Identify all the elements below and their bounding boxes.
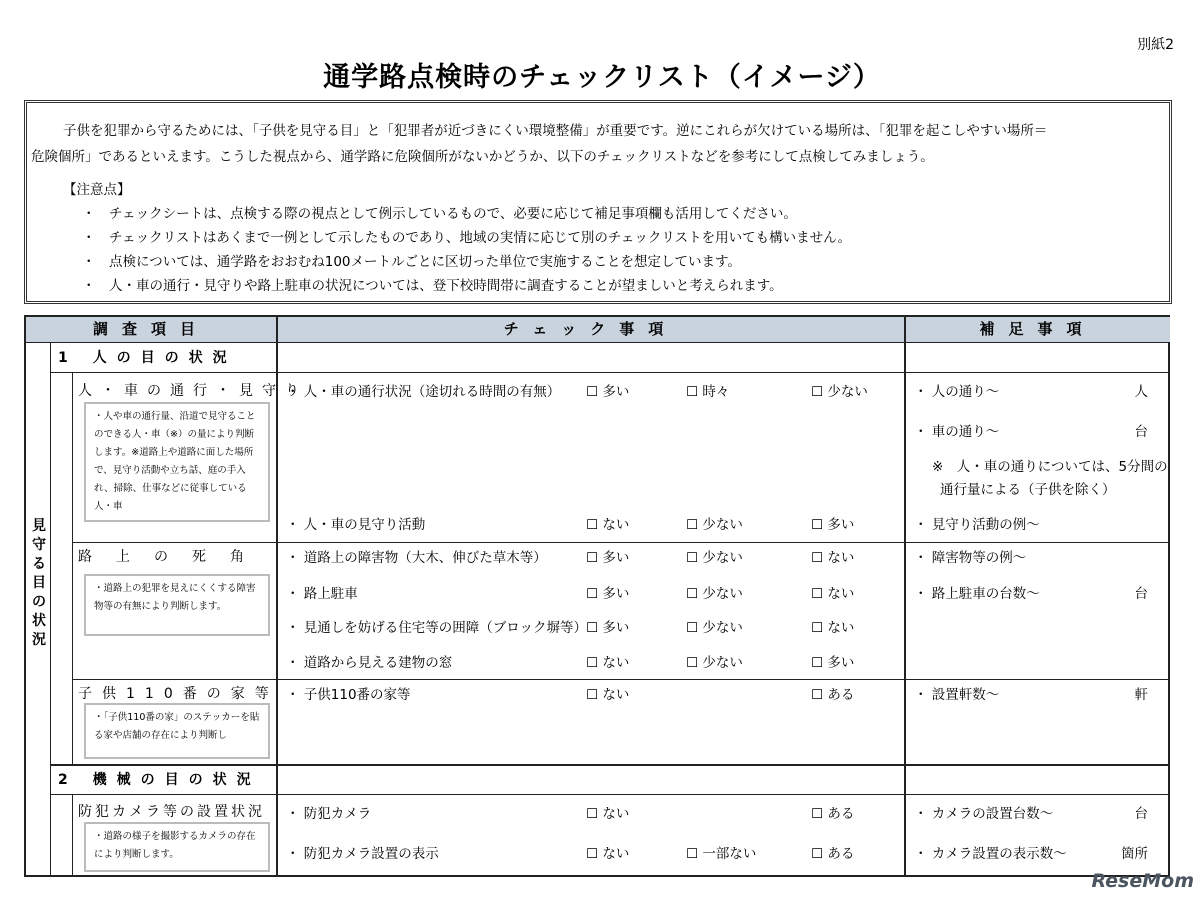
check-option[interactable]: ☐ 多い	[586, 620, 630, 636]
check-option[interactable]: ☐ 多い	[586, 384, 630, 400]
check-option[interactable]: ☐ 時々	[686, 384, 730, 400]
notice-point: ・ 人・車の通行・見守りや路上駐車の状況については、登下校時間帯に調査することが望ましいと考えられます。	[82, 278, 783, 294]
header-check-items: チェック事項	[277, 317, 904, 343]
section-heading: 1 人の目の状況	[58, 350, 237, 366]
check-option[interactable]: ☐ 多い	[811, 517, 855, 533]
notice-point: ・ 点検については、通学路をおおむね100メートルごとに区切った単位で実施することを想定しています。	[82, 254, 741, 270]
resemom-logo: ReseMom	[1091, 870, 1194, 892]
check-item-label: ・ 道路上の障害物（大木、伸びた草木等）	[286, 550, 547, 566]
check-item-label: ・ 道路から見える建物の窓	[286, 655, 453, 671]
notice-heading: 【注意点】	[63, 182, 131, 198]
check-option[interactable]: ☐ ない	[586, 517, 630, 533]
check-option[interactable]: ☐ ない	[586, 687, 630, 703]
check-option[interactable]: ☐ 多い	[811, 655, 855, 671]
intro-line: 子供を犯罪から守るためには、「子供を見守る目」と「犯罪者が近づきにくい環境整備」が重要です。逆にこれらが欠けている場所は、「犯罪を起こしやすい場所＝	[63, 123, 1048, 139]
header-survey-items: 調査項目	[26, 317, 276, 343]
check-option[interactable]: ☐ ない	[586, 806, 630, 822]
check-option[interactable]: ☐ 少ない	[686, 586, 743, 602]
checklist-table	[24, 315, 1170, 877]
check-item-label: ・ 人・車の通行状況（途切れる時間の有無）	[286, 384, 561, 400]
check-option[interactable]: ☐ 少ない	[686, 550, 743, 566]
item-note: ・道路上の犯罪を見えにくくする障害物等の有無により判断します。	[84, 574, 270, 636]
supplementary-unit: 人	[1134, 384, 1148, 400]
item-label: 路上の死角	[78, 549, 268, 565]
check-option[interactable]: ☐ 多い	[586, 586, 630, 602]
supplementary-item: ・ 車の通り～	[914, 424, 1000, 440]
supplementary-unit: 軒	[1134, 687, 1148, 703]
check-item-label: ・ 路上駐車	[286, 586, 358, 602]
check-option[interactable]: ☐ 一部ない	[686, 846, 757, 862]
supplementary-item: ・ カメラの設置台数～	[914, 806, 1054, 822]
notice-point: ・ チェックシートは、点検する際の視点として例示しているもので、必要に応じて補足事項欄も活用してください。	[82, 206, 797, 222]
check-item-label: ・ 防犯カメラ	[286, 806, 372, 822]
supplementary-unit: 台	[1134, 806, 1148, 822]
supplementary-item: ・ 路上駐車の台数～	[914, 586, 1040, 602]
item-label: 人・車の通行・見守り	[78, 383, 308, 399]
check-item-label: ・ 子供110番の家等	[286, 687, 411, 703]
notice-box	[24, 100, 1172, 304]
check-item-label: ・ 防犯カメラ設置の表示	[286, 846, 439, 862]
intro-line: 危険個所」であるといえます。こうした視点から、通学路に危険個所がないかどうか、以下のチェックリストなどを参考にして点検してみましょう。	[31, 149, 934, 165]
supplementary-unit: 台	[1134, 586, 1148, 602]
supplementary-item: ・ 障害物等の例～	[914, 550, 1027, 566]
supplementary-item: ・ 人の通り～	[914, 384, 1000, 400]
check-option[interactable]: ☐ 少ない	[686, 620, 743, 636]
supplementary-unit: 台	[1134, 424, 1148, 440]
check-option[interactable]: ☐ ない	[586, 846, 630, 862]
check-item-label: ・ 見通しを妨げる住宅等の囲障（ブロック塀等）	[286, 620, 588, 636]
supplementary-item: ・ 設置軒数～	[914, 687, 1000, 703]
item-note: ・「子供110番の家」のステッカーを貼る家や店舗の存在により判断し	[84, 703, 270, 759]
supplementary-item: ・ カメラ設置の表示数～	[914, 846, 1067, 862]
check-option[interactable]: ☐ ある	[811, 687, 855, 703]
check-option[interactable]: ☐ ない	[811, 586, 855, 602]
section-heading: 2 機械の目の状況	[58, 772, 261, 788]
supplementary-item: ・ 見守り活動の例～	[914, 517, 1040, 533]
check-option[interactable]: ☐ 多い	[586, 550, 630, 566]
item-note: ・道路の様子を撮影するカメラの存在により判断します。	[84, 822, 270, 872]
item-note: ・人や車の通行量、沿道で見守ることのできる人・車（※）の量により判断します。※道路上や道路に面した場所で、見守り活動や立ち話、庭の手入れ、掃除、仕事などに従事している人・車	[84, 402, 270, 522]
check-item-label: ・ 人・車の見守り活動	[286, 517, 426, 533]
check-option[interactable]: ☐ ない	[811, 620, 855, 636]
supplementary-item: ※ 人・車の通りについては、5分間の	[932, 459, 1168, 475]
check-option[interactable]: ☐ ない	[811, 550, 855, 566]
appendix-label: 別紙2	[1137, 37, 1174, 53]
check-option[interactable]: ☐ ある	[811, 806, 855, 822]
item-label: 防犯カメラ等の設置状況	[78, 804, 265, 820]
supplementary-item: 通行量による（子供を除く）	[940, 482, 1116, 498]
item-label: 子供110番の家等	[78, 686, 279, 702]
page-title: 通学路点検時のチェックリスト（イメージ）	[323, 62, 881, 93]
check-option[interactable]: ☐ 少ない	[686, 517, 743, 533]
header-supplementary: 補足事項	[905, 317, 1170, 343]
check-option[interactable]: ☐ 少ない	[686, 655, 743, 671]
vertical-label: 見守る目の状況	[32, 518, 46, 648]
notice-point: ・ チェックリストはあくまで一例として示したものであり、地域の実情に応じて別のチェックリストを用いても構いません。	[82, 230, 851, 246]
check-option[interactable]: ☐ ない	[586, 655, 630, 671]
check-option[interactable]: ☐ 少ない	[811, 384, 868, 400]
check-option[interactable]: ☐ ある	[811, 846, 855, 862]
supplementary-unit: 箇所	[1121, 846, 1148, 862]
